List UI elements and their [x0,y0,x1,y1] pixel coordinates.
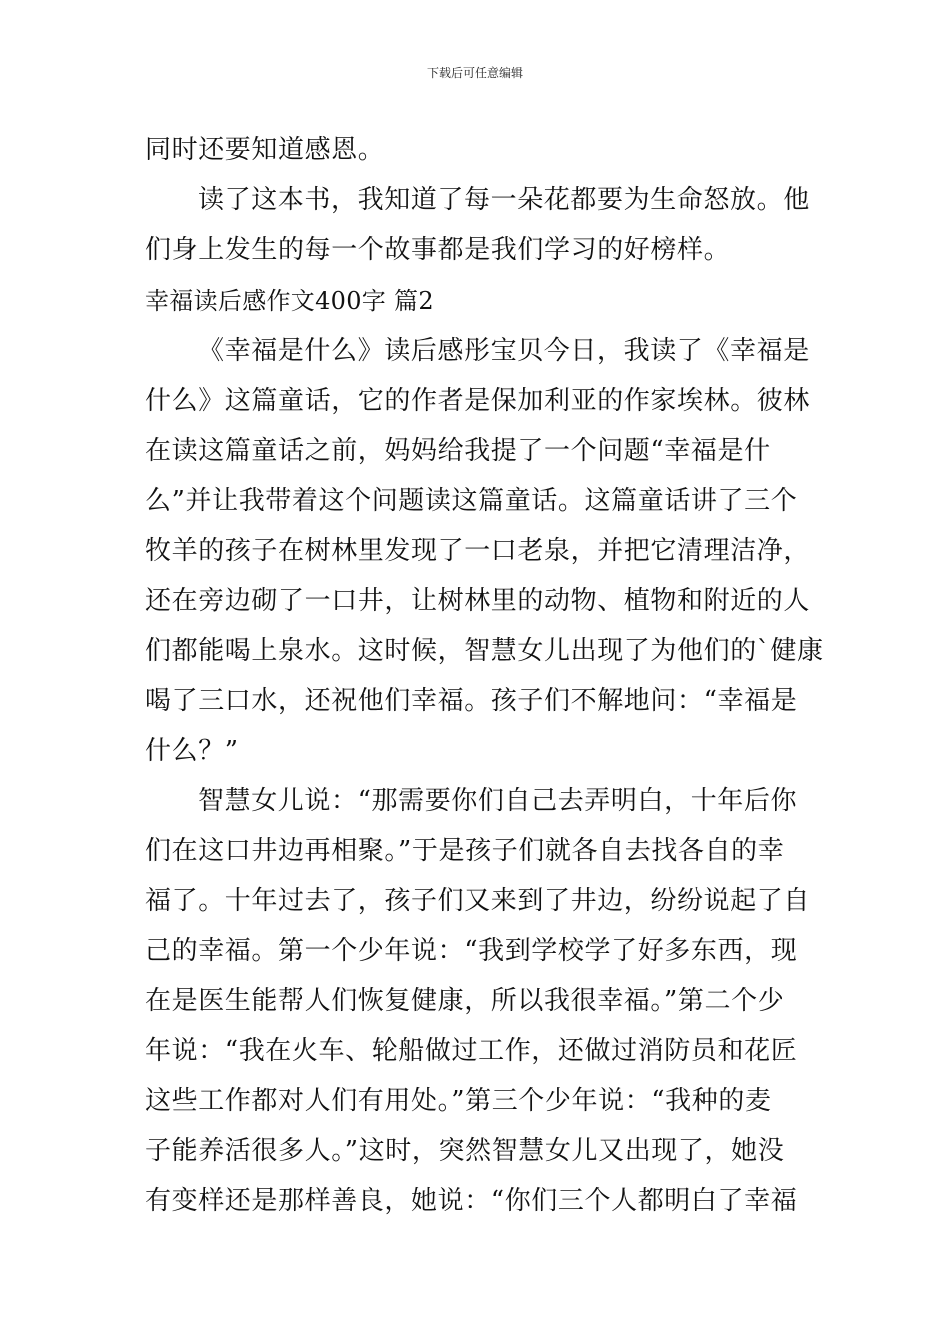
text-line: 牧羊的孩子在树林里发现了一口老泉，并把它清理洁净， [145,536,811,566]
text-line: 喝了三口水，还祝他们幸福。孩子们不解地问：“幸福是 [145,686,798,716]
text-line: 在是医生能帮人们恢复健康，所以我很幸福。”第二个少 [145,986,785,1016]
text-line: 有变样还是那样善良，她说：“你们三个人都明白了幸福 [145,1186,798,1216]
text-line: 子能养活很多人。”这时，突然智慧女儿又出现了，她没 [145,1136,785,1166]
text-line: 同时还要知道感恩。 [145,135,385,165]
text-line: 己的幸福。第一个少年说：“我到学校学了好多东西，现 [145,936,798,966]
text-line: 们身上发生的每一个故事都是我们学习的好榜样。 [145,235,731,265]
text-line: 什么》这篇童话，它的作者是保加利亚的作家埃林。彼林 [145,386,811,416]
page-header: 下载后可任意编辑 [426,66,523,80]
text-line: 么”并让我带着这个问题读这篇童话。这篇童话讲了三个 [145,486,798,516]
section-heading: 幸福读后感作文400字 篇2 [145,287,434,315]
text-line: 这些工作都对人们有用处。”第三个少年说：“我种的麦 [145,1086,772,1116]
text-line: 们在这口井边再相聚。”于是孩子们就各自去找各自的幸 [145,836,785,866]
text-line: 们都能喝上泉水。这时候，智慧女儿出现了为他们的`健康 [145,636,824,666]
text-line: 年说：“我在火车、轮船做过工作，还做过消防员和花匠 [145,1036,798,1066]
text-line: 福了。十年过去了，孩子们又来到了井边，纷纷说起了自 [145,886,811,916]
text-line: 智慧女儿说：“那需要你们自己去弄明白，十年后你 [198,786,798,816]
text-line: 还在旁边砌了一口井，让树林里的动物、植物和附近的人 [145,586,811,616]
text-line: 在读这篇童话之前，妈妈给我提了一个问题“幸福是什 [145,436,771,466]
text-line: 读了这本书，我知道了每一朵花都要为生命怒放。他 [198,185,810,215]
text-line: 《幸福是什么》读后感彤宝贝今日，我读了《幸福是 [198,336,810,366]
text-line: 什么？” [145,736,239,766]
